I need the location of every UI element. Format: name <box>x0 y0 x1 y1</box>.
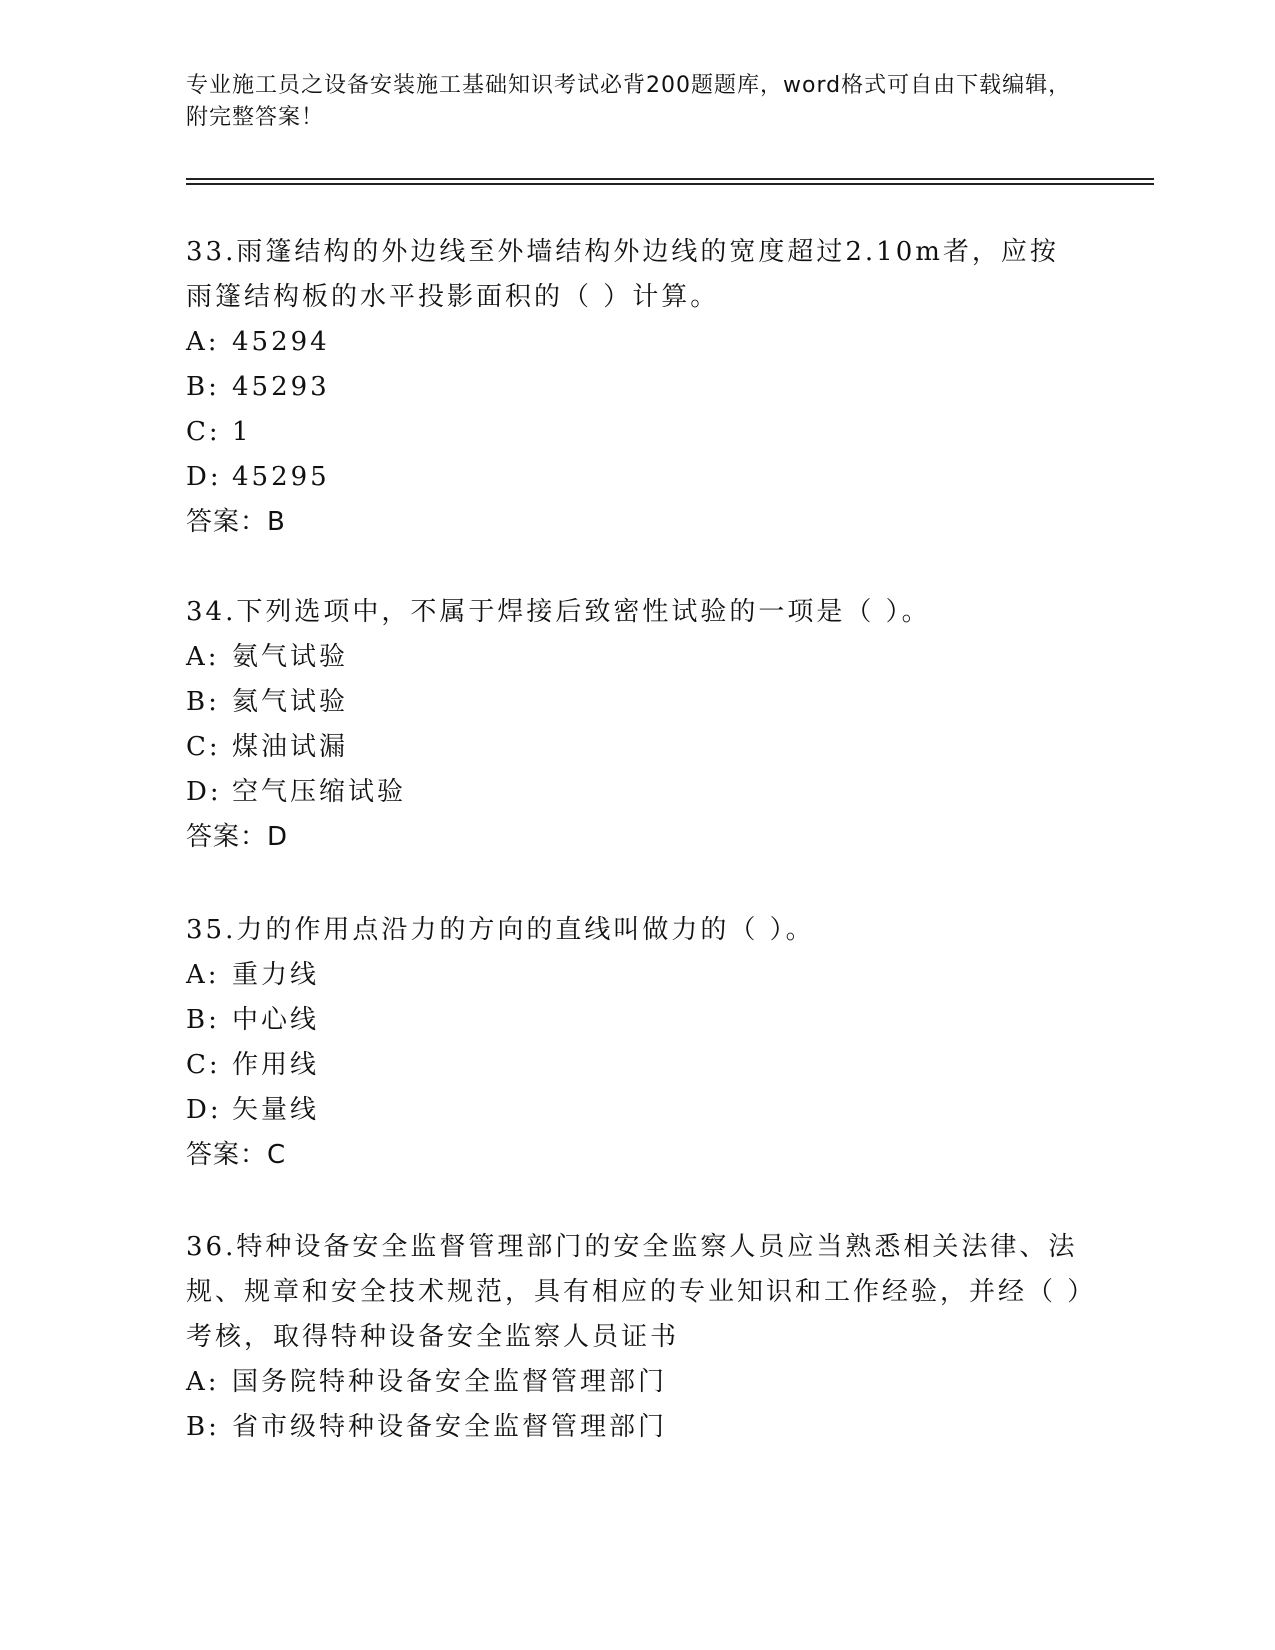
option-letter: B: <box>186 1412 220 1442</box>
question-text: 34.下列选项中，不属于焊接后致密性试验的一项是（ ）。 <box>186 597 931 627</box>
option-letter: C: <box>186 732 221 762</box>
answer: 答案：C <box>186 1140 287 1170</box>
option-text: 45295 <box>232 462 330 492</box>
header-divider-top <box>186 178 1154 180</box>
option-c <box>186 410 1086 455</box>
option-b <box>186 365 1086 410</box>
option-letter: A: <box>186 642 220 672</box>
option-d <box>186 455 1086 500</box>
option-letter: A: <box>186 1367 220 1397</box>
option-letter: A: <box>186 327 220 357</box>
answer: 答案：D <box>186 822 289 852</box>
question-34 <box>186 590 1086 860</box>
option-d <box>186 1088 1086 1133</box>
document-header: 专业施工员之设备安装施工基础知识考试必背200题题库，word格式可自由下载编辑，附完整答案！ <box>186 73 1072 130</box>
question-text: 35.力的作用点沿力的方向的直线叫做力的（ ）。 <box>186 915 815 945</box>
question-text: 33.雨篷结构的外边线至外墙结构外边线的宽度超过2.10m者，应按雨篷结构板的水平投影面积的（ ）计算。 <box>186 237 1059 312</box>
option-text: 省市级特种设备安全监督管理部门 <box>232 1412 668 1442</box>
option-text: 煤油试漏 <box>232 732 349 762</box>
header-divider-bottom <box>186 183 1154 185</box>
option-text: 中心线 <box>232 1005 320 1035</box>
question-36 <box>186 1225 1086 1450</box>
option-text: 矢量线 <box>232 1095 320 1125</box>
question-text: 36.特种设备安全监督管理部门的安全监察人员应当熟悉相关法律、法规、规章和安全技术规范，具有相应的专业知识和工作经验，并经（ ）考核，取得特种设备安全监察人员证书 <box>186 1232 1084 1352</box>
option-text: 1 <box>232 417 252 447</box>
option-text: 空气压缩试验 <box>232 777 407 807</box>
option-text: 国务院特种设备安全监督管理部门 <box>232 1367 668 1397</box>
option-b <box>186 998 1086 1043</box>
option-letter: D: <box>186 462 222 492</box>
option-c <box>186 1043 1086 1088</box>
option-c <box>186 725 1086 770</box>
option-letter: B: <box>186 1005 220 1035</box>
option-letter: A: <box>186 960 220 990</box>
option-letter: D: <box>186 1095 222 1125</box>
option-text: 45294 <box>232 327 330 357</box>
option-letter: C: <box>186 1050 221 1080</box>
option-a <box>186 320 1086 365</box>
option-a <box>186 953 1086 998</box>
option-text: 作用线 <box>232 1050 320 1080</box>
option-b <box>186 1405 1086 1450</box>
option-text: 45293 <box>232 372 330 402</box>
option-b <box>186 680 1086 725</box>
option-letter: C: <box>186 417 221 447</box>
option-letter: D: <box>186 777 222 807</box>
answer: 答案：B <box>186 507 286 537</box>
question-33 <box>186 230 1086 545</box>
option-text: 重力线 <box>232 960 320 990</box>
option-text: 氦气试验 <box>232 687 349 717</box>
option-text: 氨气试验 <box>232 642 349 672</box>
option-d <box>186 770 1086 815</box>
option-a <box>186 635 1086 680</box>
option-letter: B: <box>186 687 220 717</box>
option-a <box>186 1360 1086 1405</box>
question-35 <box>186 908 1086 1178</box>
option-letter: B: <box>186 372 220 402</box>
